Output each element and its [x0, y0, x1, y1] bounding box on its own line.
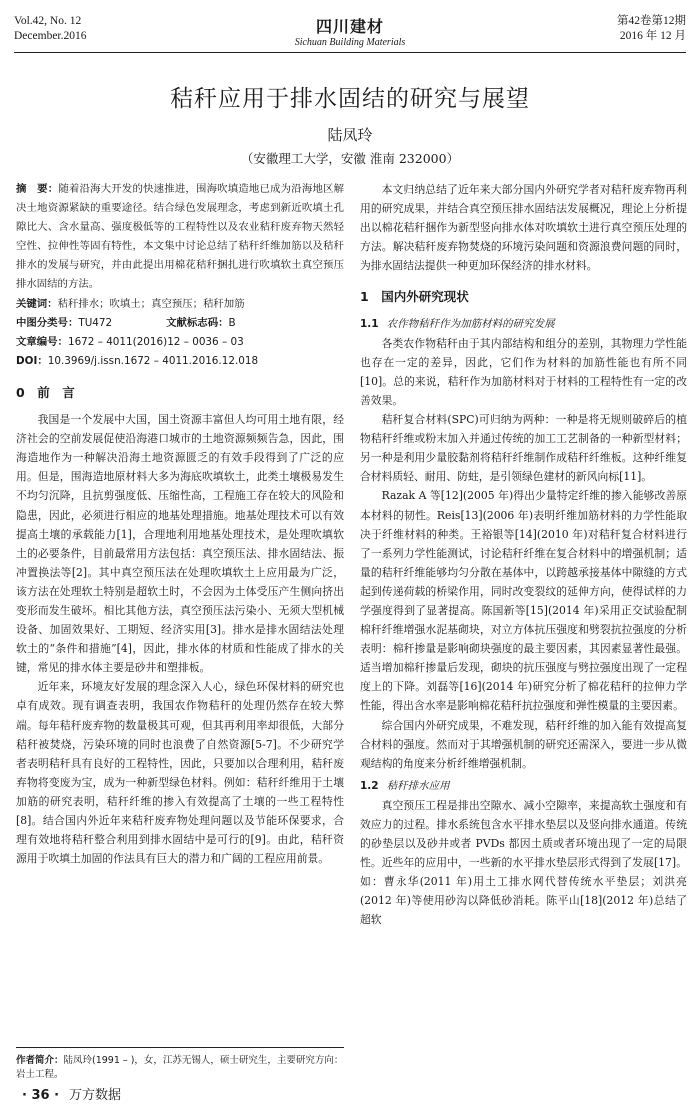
section-heading-intro: 0 前 言: [16, 384, 75, 400]
subsection-heading-1-2: [360, 777, 687, 796]
paragraph: 各类农作物秸秆由于其内部结构和组分的差别，其物理力学性能也存在一定的差异，因此，它们作为材料的加筋性能也有所不同[10]。总的来说，秸秆作为加筋材料对于材料的工程特性有一定的改善效果。: [360, 336, 687, 407]
page-footer: [22, 1084, 121, 1103]
left-column: [16, 180, 344, 868]
paragraph: 本文归纳总结了近年来大部分国内外研究学者对秸秆废弃物再利用的研究成果，并结合真空预压排水固结法发展概况，理论上分析提出以棉花秸秆捆作为新型竖向排水体对吹填软土进行真空预压处理的方法。解决秸秆废弃物焚烧的环境污染问题和资源浪费问题的同时，为排水固结法提供一种更加环保经济的排水材料。: [360, 183, 687, 273]
page-header: [14, 12, 686, 53]
footer-brand: 万方数据: [69, 1088, 122, 1103]
journal-name-cn: 四川建材: [315, 17, 384, 36]
doi-value[interactable]: 10.3969/j.issn.1672 – 4011.2016.12.018: [47, 354, 259, 367]
classification: [16, 314, 344, 333]
paragraph: 综合国内外研究成果，不难发现，秸秆纤维的加入能有效提高复合材料的强度。然而对于其增强机制的研究还需深入，要进一步从微观结构的角度来分析纤维增强机制。: [360, 718, 687, 770]
subsection-title: 农作物秸秆作为加筋材料的研究发展: [386, 317, 555, 330]
paragraph: 近年来，环境友好发展的理念深入人心，绿色环保材料的研究也卓有成效。现有调查表明，我国农作物秸秆的处理仍然存在较大弊端。每年秸秆废弃物的数量极其可观，但其再利用率却很低，大部分秸秆被焚烧，污染环境的同时也浪费了自然资源[5-7]。不少研究学者表明秸秆具有良好的工程特性，因此，只要加以合理利用，秸秆废弃物将变废为宝，成为一种新型绿色材料。例如：秸秆纤维用于土壤加筋的研究表明，秸秆纤维的掺入有效提高了土壤的一些工程特性[8]。结合国内外近年来秸秆废弃物处理问题以及节能环保要求，合理有效地将秸秆整合利用到排水固结中是可行的[9]。由此，秸秆资源用于吹填土加固的作法具有巨大的潜力和广阔的工程应用前景。: [16, 680, 344, 866]
header-volume-cn: [617, 14, 686, 44]
abstract: [16, 180, 344, 295]
doc-code-value: B: [228, 316, 236, 329]
paragraph: Razak A 等[12](2005 年)得出少量特定纤维的掺入能够改善原本材料的韧性。Reis[13](2006 年)表明纤维加筋材料的力学性能取决于纤维材料的种类。王裕银等[14](2010 年)对秸秆复合材料进行了一系列力学性能测试，讨论秸秆纤维在复合材料中的增强机制；适量的秸秆纤维能够均匀分散在基体中，以跨越承接基体中隙缝的方式起到传递荷载的桥梁作用，同时改变裂纹的延伸方向，使得试样的力学强度得到了显著提高。陈国新等[15](2014 年)采用正交试验配制棉秆纤维增强水泥基砌块，对立方体抗压强度和劈裂抗拉强度的分析表明：棉秆掺量是影响砌块强度的最主要因素，其因素显著性最强。适当增加棉秆掺量后发现，砌块的抗压强度与劈拉强度出现了一定程度上的下降。刘磊等[16](2014 年)研究分析了棉花秸秆的拉伸力学性能，得出含水率是影响棉花秸秆抗拉强度和弹性模量的主要因素。: [360, 489, 687, 713]
clc-value: TU472: [78, 316, 113, 329]
clc-label: 中图分类号：: [16, 316, 79, 329]
paragraph: 真空预压工程是排出空隙水、减小空隙率，来提高软土强度和有效应力的过程。排水系统包含水平排水垫层以及竖向排水通道。传统的砂垫层以及砂井或者 PVDs 都因土质或者环境出现了一定的局限性。近些年的应用中，一些新的水平排水垫层形式得到了发展[17]。如：曹永华(2011 年)用土工排水网代替传统水平垫层；刘洪亮(2012 年)等使用砂沟以降低砂消耗。陈平山[18](2012 年)总结了超软: [360, 798, 687, 927]
keywords-text: 秸秆排水；吹填土；真空预压；秸秆加筋: [57, 297, 245, 310]
paragraph: 秸秆复合材料(SPC)可归纳为两种：一种是将无规则破碎后的植物秸秆纤维或粉末加入并通过传统的加工工艺制备的一种新型材料；另一种是利用少量胶黏剂将秸秆纤维制作成秸秆纤维板。这种纤维复合材料质轻、耐用、防蛀，是引领绿色建材的新风向标[11]。: [360, 413, 687, 484]
subsection-number: 1.2: [360, 779, 379, 792]
paragraph: 我国是一个发展中大国，国土资源丰富但人均可用土地有限，经济社会的空前发展促使沿海港口城市的土地资源频频告急，因此，围海造地作为一种解决沿海土地资源匮乏的有效手段得到了广泛的应用。但是，围海造地原材料大多为海底吹填软土，此类土壤极易发生不均匀沉降，且抗剪强度低、压缩性高，工程施工存在较大的风险和隐患，因此，必须进行相应的地基处理措施。地基处理技术可以有效提高土壤的承载能力[1]，合理地利用地基处理技术，是处理吹填软土的必要条件，目前最常用方法包括：真空预压法、排水固结法、振冲置换法等[2]。其中真空预压法在处理吹填软土上应用最为广泛，该方法在处理软土特别是超软土时，不会因为土体受压产生侧向挤出变形而发生破坏。相比其他方法，真空预压法污染小、无须大型机械设备、加固效果好、工期短、经济实用[3]。排水是排水固结法处理软土的“条件和措施”[4]，因此，排水体的材质和性能成了排水的关键，常见的排水体主要是砂井和塑排板。: [16, 413, 344, 675]
author-name: 陆凤玲: [327, 126, 373, 144]
doi-label: DOI：: [16, 354, 48, 367]
abstract-label: 摘 要：: [16, 183, 59, 195]
footnote-label: 作者简介：: [16, 1055, 64, 1066]
volume-number-cn: 第42卷第12期: [617, 15, 686, 27]
issue-date: December.2016: [14, 30, 87, 42]
journal-masthead: [14, 14, 686, 48]
subsection-heading-1-1: [360, 315, 687, 334]
journal-name-en: Sichuan Building Materials: [294, 37, 406, 48]
abstract-text: 随着沿海大开发的快速推进，围海吹填造地已成为沿海地区解决土地资源紧缺的重要途径。结合绿色发展理念，考虑到新近吹填土孔隙比大、含水量高、强度极低等的工程特性以及农业秸秆废弃物天然轻空性、拉伸性等固有特性，本文集中讨论总结了秸秆纤维加筋以及秸秆排水的发展与研究，并由此提出用棉花秸秆捆扎进行吹填软土真空预压排水固结的方法。: [16, 183, 345, 291]
keywords-label: 关键词：: [16, 297, 58, 310]
author-footnote: [16, 1047, 344, 1082]
footnote-text: 陆凤玲(1991 – )，女，江苏无锡人，硕士研究生，主要研究方向：岩土工程。: [16, 1055, 344, 1080]
section-heading-research: 1 国内外研究现状: [360, 289, 469, 305]
doi: [16, 352, 344, 371]
doc-code-label: 文献标志码：: [166, 316, 229, 329]
right-column: [360, 180, 687, 930]
article-title: 秸秆应用于排水固结的研究与展望: [170, 86, 530, 112]
volume-number: Vol.42, No. 12: [14, 15, 82, 27]
issue-date-cn: 2016 年 12 月: [619, 30, 686, 42]
article-number-value: 1672 – 4011(2016)12 – 0036 – 03: [67, 335, 244, 348]
keywords: [16, 295, 344, 314]
author-affiliation: （安徽理工大学，安徽 淮南 232000）: [240, 151, 460, 166]
subsection-title: 秸秆排水应用: [386, 779, 450, 792]
page-number: · 36 ·: [22, 1088, 60, 1103]
subsection-number: 1.1: [360, 317, 379, 330]
article-number-label: 文章编号：: [16, 335, 68, 348]
article-number: [16, 333, 344, 352]
